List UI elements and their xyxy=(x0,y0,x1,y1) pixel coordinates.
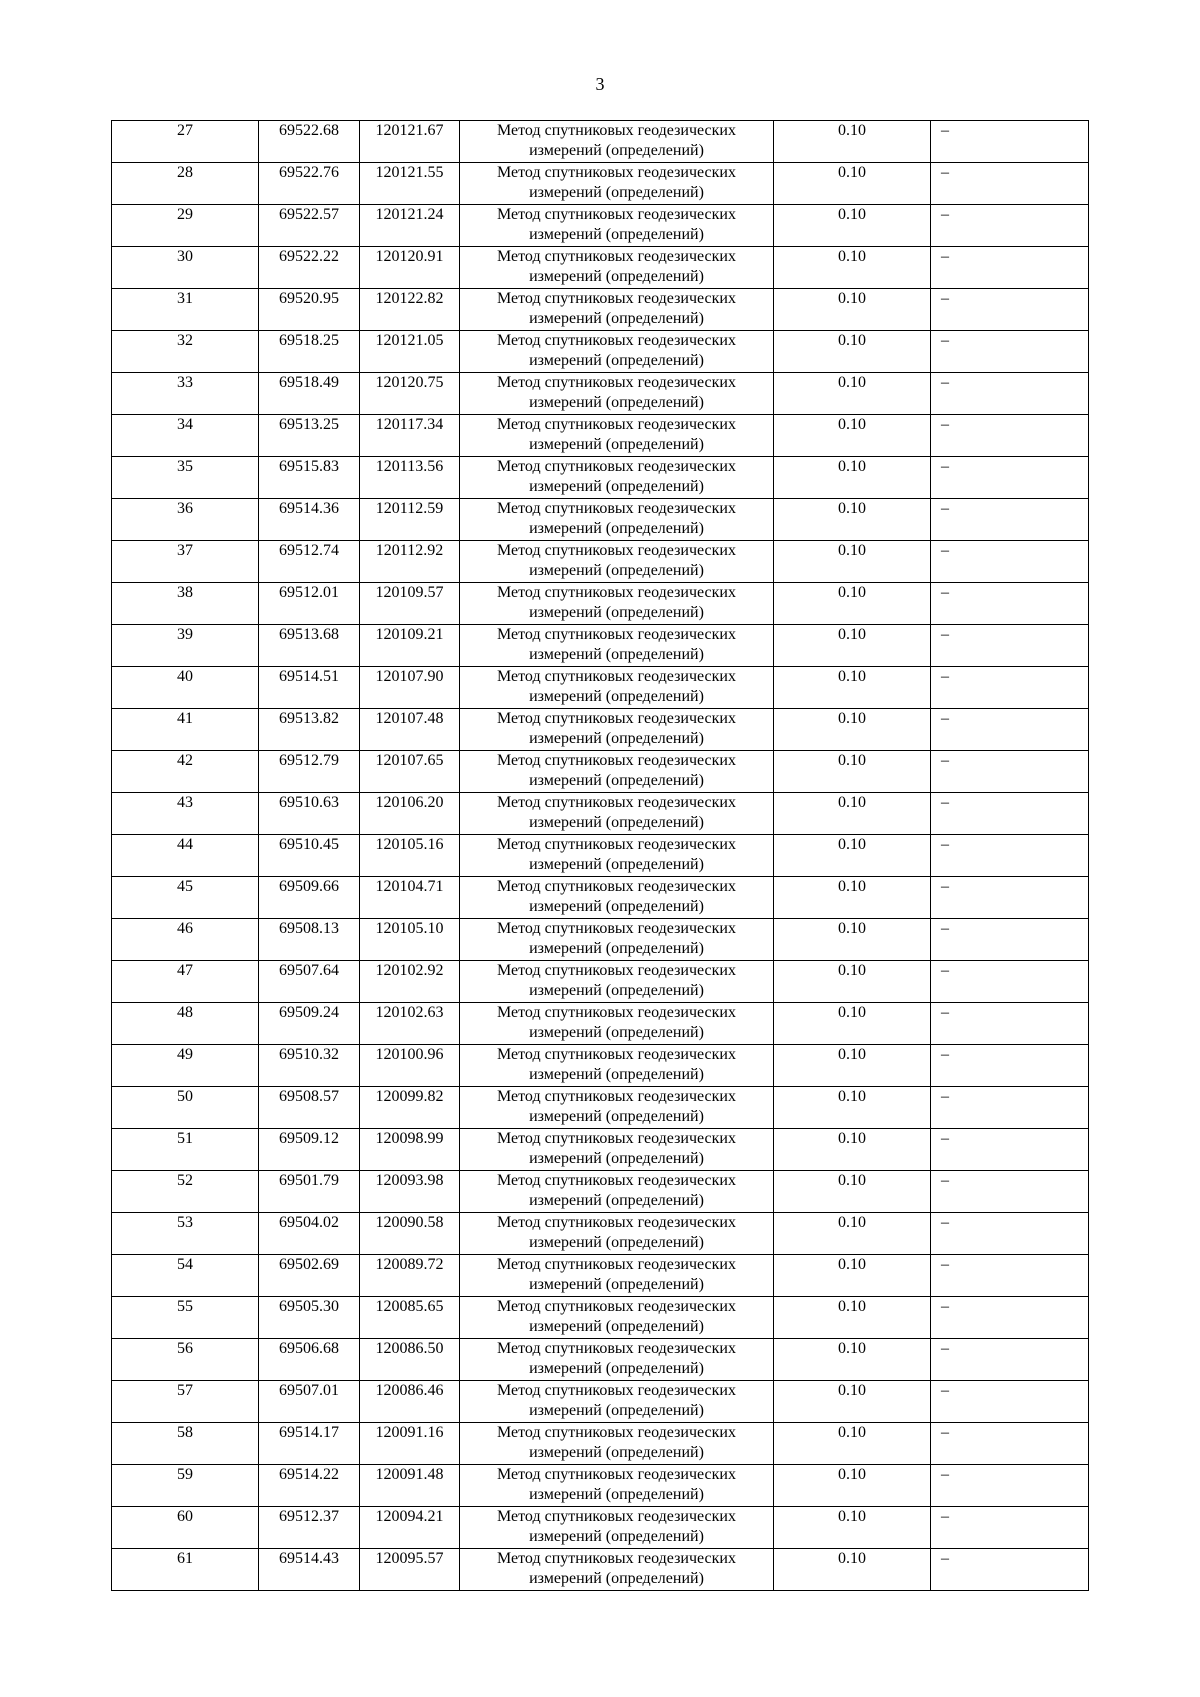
mark-cell: – xyxy=(931,961,1089,1003)
point-number-cell: 40 xyxy=(112,667,259,709)
method-cell: Метод спутниковых геодезических измерений (определений) xyxy=(460,1549,774,1591)
accuracy-cell: 0.10 xyxy=(774,1045,931,1087)
x-coordinate-cell: 69513.25 xyxy=(259,415,360,457)
point-number-cell: 34 xyxy=(112,415,259,457)
y-coordinate-cell: 120086.46 xyxy=(360,1381,460,1423)
table-row xyxy=(112,1213,1089,1255)
table-row xyxy=(112,205,1089,247)
mark-cell: – xyxy=(931,1507,1089,1549)
method-cell: Метод спутниковых геодезических измерений (определений) xyxy=(460,793,774,835)
method-cell: Метод спутниковых геодезических измерений (определений) xyxy=(460,499,774,541)
point-number-cell: 28 xyxy=(112,163,259,205)
x-coordinate-cell: 69502.69 xyxy=(259,1255,360,1297)
x-coordinate-cell: 69514.43 xyxy=(259,1549,360,1591)
method-cell: Метод спутниковых геодезических измерений (определений) xyxy=(460,1171,774,1213)
point-number-cell: 30 xyxy=(112,247,259,289)
x-coordinate-cell: 69508.13 xyxy=(259,919,360,961)
mark-cell: – xyxy=(931,247,1089,289)
point-number-cell: 52 xyxy=(112,1171,259,1213)
accuracy-cell: 0.10 xyxy=(774,667,931,709)
accuracy-cell: 0.10 xyxy=(774,877,931,919)
table-row xyxy=(112,919,1089,961)
x-coordinate-cell: 69522.22 xyxy=(259,247,360,289)
method-cell: Метод спутниковых геодезических измерений (определений) xyxy=(460,919,774,961)
x-coordinate-cell: 69512.79 xyxy=(259,751,360,793)
accuracy-cell: 0.10 xyxy=(774,919,931,961)
accuracy-cell: 0.10 xyxy=(774,1003,931,1045)
mark-cell: – xyxy=(931,457,1089,499)
method-cell: Метод спутниковых геодезических измерений (определений) xyxy=(460,1465,774,1507)
table-row xyxy=(112,1339,1089,1381)
table-row xyxy=(112,373,1089,415)
mark-cell: – xyxy=(931,1549,1089,1591)
point-number-cell: 29 xyxy=(112,205,259,247)
method-cell: Метод спутниковых геодезических измерений (определений) xyxy=(460,625,774,667)
point-number-cell: 56 xyxy=(112,1339,259,1381)
point-number-cell: 43 xyxy=(112,793,259,835)
x-coordinate-cell: 69505.30 xyxy=(259,1297,360,1339)
x-coordinate-cell: 69509.12 xyxy=(259,1129,360,1171)
method-cell: Метод спутниковых геодезических измерений (определений) xyxy=(460,1087,774,1129)
method-cell: Метод спутниковых геодезических измерений (определений) xyxy=(460,1003,774,1045)
point-number-cell: 51 xyxy=(112,1129,259,1171)
table-row xyxy=(112,247,1089,289)
point-number-cell: 44 xyxy=(112,835,259,877)
point-number-cell: 47 xyxy=(112,961,259,1003)
x-coordinate-cell: 69504.02 xyxy=(259,1213,360,1255)
point-number-cell: 53 xyxy=(112,1213,259,1255)
x-coordinate-cell: 69514.51 xyxy=(259,667,360,709)
y-coordinate-cell: 120117.34 xyxy=(360,415,460,457)
table-row xyxy=(112,709,1089,751)
table-row xyxy=(112,583,1089,625)
y-coordinate-cell: 120102.92 xyxy=(360,961,460,1003)
x-coordinate-cell: 69522.68 xyxy=(259,121,360,163)
y-coordinate-cell: 120112.92 xyxy=(360,541,460,583)
mark-cell: – xyxy=(931,709,1089,751)
method-cell: Метод спутниковых геодезических измерений (определений) xyxy=(460,751,774,793)
method-cell: Метод спутниковых геодезических измерений (определений) xyxy=(460,1213,774,1255)
table-row xyxy=(112,1507,1089,1549)
method-cell: Метод спутниковых геодезических измерений (определений) xyxy=(460,541,774,583)
accuracy-cell: 0.10 xyxy=(774,583,931,625)
table-row xyxy=(112,1045,1089,1087)
x-coordinate-cell: 69518.49 xyxy=(259,373,360,415)
y-coordinate-cell: 120104.71 xyxy=(360,877,460,919)
y-coordinate-cell: 120120.75 xyxy=(360,373,460,415)
mark-cell: – xyxy=(931,205,1089,247)
mark-cell: – xyxy=(931,751,1089,793)
point-number-cell: 33 xyxy=(112,373,259,415)
point-number-cell: 61 xyxy=(112,1549,259,1591)
y-coordinate-cell: 120121.24 xyxy=(360,205,460,247)
x-coordinate-cell: 69514.17 xyxy=(259,1423,360,1465)
point-number-cell: 54 xyxy=(112,1255,259,1297)
table-row xyxy=(112,163,1089,205)
accuracy-cell: 0.10 xyxy=(774,289,931,331)
method-cell: Метод спутниковых геодезических измерений (определений) xyxy=(460,121,774,163)
point-number-cell: 35 xyxy=(112,457,259,499)
mark-cell: – xyxy=(931,541,1089,583)
method-cell: Метод спутниковых геодезических измерений (определений) xyxy=(460,961,774,1003)
accuracy-cell: 0.10 xyxy=(774,1255,931,1297)
y-coordinate-cell: 120090.58 xyxy=(360,1213,460,1255)
accuracy-cell: 0.10 xyxy=(774,163,931,205)
y-coordinate-cell: 120100.96 xyxy=(360,1045,460,1087)
accuracy-cell: 0.10 xyxy=(774,1507,931,1549)
x-coordinate-cell: 69512.37 xyxy=(259,1507,360,1549)
accuracy-cell: 0.10 xyxy=(774,1339,931,1381)
table-row xyxy=(112,625,1089,667)
x-coordinate-cell: 69509.24 xyxy=(259,1003,360,1045)
mark-cell: – xyxy=(931,1129,1089,1171)
x-coordinate-cell: 69522.57 xyxy=(259,205,360,247)
method-cell: Метод спутниковых геодезических измерений (определений) xyxy=(460,331,774,373)
table-row xyxy=(112,1549,1089,1591)
point-number-cell: 32 xyxy=(112,331,259,373)
accuracy-cell: 0.10 xyxy=(774,373,931,415)
y-coordinate-cell: 120121.05 xyxy=(360,331,460,373)
method-cell: Метод спутниковых геодезических измерений (определений) xyxy=(460,667,774,709)
accuracy-cell: 0.10 xyxy=(774,1129,931,1171)
y-coordinate-cell: 120091.16 xyxy=(360,1423,460,1465)
x-coordinate-cell: 69512.74 xyxy=(259,541,360,583)
accuracy-cell: 0.10 xyxy=(774,1213,931,1255)
x-coordinate-cell: 69513.82 xyxy=(259,709,360,751)
method-cell: Метод спутниковых геодезических измерений (определений) xyxy=(460,835,774,877)
accuracy-cell: 0.10 xyxy=(774,1171,931,1213)
method-cell: Метод спутниковых геодезических измерений (определений) xyxy=(460,877,774,919)
accuracy-cell: 0.10 xyxy=(774,499,931,541)
y-coordinate-cell: 120107.65 xyxy=(360,751,460,793)
table-row xyxy=(112,331,1089,373)
accuracy-cell: 0.10 xyxy=(774,331,931,373)
point-number-cell: 42 xyxy=(112,751,259,793)
method-cell: Метод спутниковых геодезических измерений (определений) xyxy=(460,457,774,499)
method-cell: Метод спутниковых геодезических измерений (определений) xyxy=(460,1507,774,1549)
method-cell: Метод спутниковых геодезических измерений (определений) xyxy=(460,1297,774,1339)
accuracy-cell: 0.10 xyxy=(774,835,931,877)
method-cell: Метод спутниковых геодезических измерений (определений) xyxy=(460,163,774,205)
y-coordinate-cell: 120112.59 xyxy=(360,499,460,541)
y-coordinate-cell: 120099.82 xyxy=(360,1087,460,1129)
y-coordinate-cell: 120107.48 xyxy=(360,709,460,751)
mark-cell: – xyxy=(931,415,1089,457)
y-coordinate-cell: 120105.10 xyxy=(360,919,460,961)
mark-cell: – xyxy=(931,877,1089,919)
y-coordinate-cell: 120121.55 xyxy=(360,163,460,205)
table-row xyxy=(112,751,1089,793)
point-number-cell: 38 xyxy=(112,583,259,625)
y-coordinate-cell: 120109.57 xyxy=(360,583,460,625)
mark-cell: – xyxy=(931,1255,1089,1297)
mark-cell: – xyxy=(931,373,1089,415)
accuracy-cell: 0.10 xyxy=(774,1423,931,1465)
method-cell: Метод спутниковых геодезических измерений (определений) xyxy=(460,1381,774,1423)
y-coordinate-cell: 120098.99 xyxy=(360,1129,460,1171)
accuracy-cell: 0.10 xyxy=(774,709,931,751)
x-coordinate-cell: 69512.01 xyxy=(259,583,360,625)
y-coordinate-cell: 120093.98 xyxy=(360,1171,460,1213)
x-coordinate-cell: 69515.83 xyxy=(259,457,360,499)
accuracy-cell: 0.10 xyxy=(774,1297,931,1339)
mark-cell: – xyxy=(931,1003,1089,1045)
table-row xyxy=(112,499,1089,541)
table-row xyxy=(112,1465,1089,1507)
accuracy-cell: 0.10 xyxy=(774,1381,931,1423)
table-row xyxy=(112,1003,1089,1045)
accuracy-cell: 0.10 xyxy=(774,121,931,163)
x-coordinate-cell: 69522.76 xyxy=(259,163,360,205)
mark-cell: – xyxy=(931,667,1089,709)
table-row xyxy=(112,415,1089,457)
y-coordinate-cell: 120085.65 xyxy=(360,1297,460,1339)
y-coordinate-cell: 120102.63 xyxy=(360,1003,460,1045)
mark-cell: – xyxy=(931,1381,1089,1423)
point-number-cell: 59 xyxy=(112,1465,259,1507)
table-row xyxy=(112,877,1089,919)
y-coordinate-cell: 120089.72 xyxy=(360,1255,460,1297)
point-number-cell: 50 xyxy=(112,1087,259,1129)
x-coordinate-cell: 69507.64 xyxy=(259,961,360,1003)
mark-cell: – xyxy=(931,793,1089,835)
table-row xyxy=(112,835,1089,877)
table-row xyxy=(112,1171,1089,1213)
method-cell: Метод спутниковых геодезических измерений (определений) xyxy=(460,1129,774,1171)
method-cell: Метод спутниковых геодезических измерений (определений) xyxy=(460,1255,774,1297)
mark-cell: – xyxy=(931,919,1089,961)
point-number-cell: 27 xyxy=(112,121,259,163)
mark-cell: – xyxy=(931,835,1089,877)
table-row xyxy=(112,121,1089,163)
point-number-cell: 36 xyxy=(112,499,259,541)
point-number-cell: 46 xyxy=(112,919,259,961)
point-number-cell: 41 xyxy=(112,709,259,751)
x-coordinate-cell: 69514.22 xyxy=(259,1465,360,1507)
mark-cell: – xyxy=(931,1171,1089,1213)
y-coordinate-cell: 120122.82 xyxy=(360,289,460,331)
accuracy-cell: 0.10 xyxy=(774,457,931,499)
method-cell: Метод спутниковых геодезических измерений (определений) xyxy=(460,583,774,625)
method-cell: Метод спутниковых геодезических измерений (определений) xyxy=(460,289,774,331)
x-coordinate-cell: 69508.57 xyxy=(259,1087,360,1129)
accuracy-cell: 0.10 xyxy=(774,793,931,835)
method-cell: Метод спутниковых геодезических измерений (определений) xyxy=(460,1045,774,1087)
table-row xyxy=(112,793,1089,835)
mark-cell: – xyxy=(931,289,1089,331)
accuracy-cell: 0.10 xyxy=(774,1549,931,1591)
point-number-cell: 58 xyxy=(112,1423,259,1465)
accuracy-cell: 0.10 xyxy=(774,751,931,793)
point-number-cell: 31 xyxy=(112,289,259,331)
x-coordinate-cell: 69514.36 xyxy=(259,499,360,541)
mark-cell: – xyxy=(931,1465,1089,1507)
y-coordinate-cell: 120095.57 xyxy=(360,1549,460,1591)
table-row xyxy=(112,541,1089,583)
mark-cell: – xyxy=(931,1087,1089,1129)
x-coordinate-cell: 69509.66 xyxy=(259,877,360,919)
x-coordinate-cell: 69501.79 xyxy=(259,1171,360,1213)
x-coordinate-cell: 69507.01 xyxy=(259,1381,360,1423)
y-coordinate-cell: 120121.67 xyxy=(360,121,460,163)
table-row xyxy=(112,1087,1089,1129)
mark-cell: – xyxy=(931,583,1089,625)
accuracy-cell: 0.10 xyxy=(774,415,931,457)
mark-cell: – xyxy=(931,121,1089,163)
point-number-cell: 49 xyxy=(112,1045,259,1087)
mark-cell: – xyxy=(931,163,1089,205)
point-number-cell: 37 xyxy=(112,541,259,583)
point-number-cell: 45 xyxy=(112,877,259,919)
y-coordinate-cell: 120120.91 xyxy=(360,247,460,289)
table-row xyxy=(112,1381,1089,1423)
accuracy-cell: 0.10 xyxy=(774,1465,931,1507)
point-number-cell: 57 xyxy=(112,1381,259,1423)
y-coordinate-cell: 120094.21 xyxy=(360,1507,460,1549)
y-coordinate-cell: 120106.20 xyxy=(360,793,460,835)
table-row xyxy=(112,1255,1089,1297)
mark-cell: – xyxy=(931,625,1089,667)
method-cell: Метод спутниковых геодезических измерений (определений) xyxy=(460,373,774,415)
y-coordinate-cell: 120107.90 xyxy=(360,667,460,709)
mark-cell: – xyxy=(931,1297,1089,1339)
accuracy-cell: 0.10 xyxy=(774,247,931,289)
x-coordinate-cell: 69518.25 xyxy=(259,331,360,373)
table-row xyxy=(112,667,1089,709)
method-cell: Метод спутниковых геодезических измерений (определений) xyxy=(460,1339,774,1381)
table-row xyxy=(112,289,1089,331)
y-coordinate-cell: 120091.48 xyxy=(360,1465,460,1507)
x-coordinate-cell: 69520.95 xyxy=(259,289,360,331)
accuracy-cell: 0.10 xyxy=(774,1087,931,1129)
method-cell: Метод спутниковых геодезических измерений (определений) xyxy=(460,1423,774,1465)
point-number-cell: 39 xyxy=(112,625,259,667)
page-number: 3 xyxy=(595,74,605,94)
mark-cell: – xyxy=(931,1423,1089,1465)
accuracy-cell: 0.10 xyxy=(774,961,931,1003)
coordinates-table-body xyxy=(112,121,1089,1591)
method-cell: Метод спутниковых геодезических измерений (определений) xyxy=(460,709,774,751)
x-coordinate-cell: 69510.45 xyxy=(259,835,360,877)
mark-cell: – xyxy=(931,331,1089,373)
table-row xyxy=(112,1129,1089,1171)
mark-cell: – xyxy=(931,1339,1089,1381)
mark-cell: – xyxy=(931,499,1089,541)
x-coordinate-cell: 69510.63 xyxy=(259,793,360,835)
point-number-cell: 48 xyxy=(112,1003,259,1045)
method-cell: Метод спутниковых геодезических измерений (определений) xyxy=(460,205,774,247)
y-coordinate-cell: 120109.21 xyxy=(360,625,460,667)
accuracy-cell: 0.10 xyxy=(774,625,931,667)
table-row xyxy=(112,961,1089,1003)
y-coordinate-cell: 120105.16 xyxy=(360,835,460,877)
x-coordinate-cell: 69510.32 xyxy=(259,1045,360,1087)
table-row xyxy=(112,1297,1089,1339)
point-number-cell: 60 xyxy=(112,1507,259,1549)
method-cell: Метод спутниковых геодезических измерений (определений) xyxy=(460,415,774,457)
point-number-cell: 55 xyxy=(112,1297,259,1339)
y-coordinate-cell: 120086.50 xyxy=(360,1339,460,1381)
accuracy-cell: 0.10 xyxy=(774,205,931,247)
table-row xyxy=(112,1423,1089,1465)
y-coordinate-cell: 120113.56 xyxy=(360,457,460,499)
mark-cell: – xyxy=(931,1213,1089,1255)
mark-cell: – xyxy=(931,1045,1089,1087)
x-coordinate-cell: 69506.68 xyxy=(259,1339,360,1381)
x-coordinate-cell: 69513.68 xyxy=(259,625,360,667)
accuracy-cell: 0.10 xyxy=(774,541,931,583)
table-row xyxy=(112,457,1089,499)
coordinates-table xyxy=(111,120,1089,1591)
method-cell: Метод спутниковых геодезических измерений (определений) xyxy=(460,247,774,289)
